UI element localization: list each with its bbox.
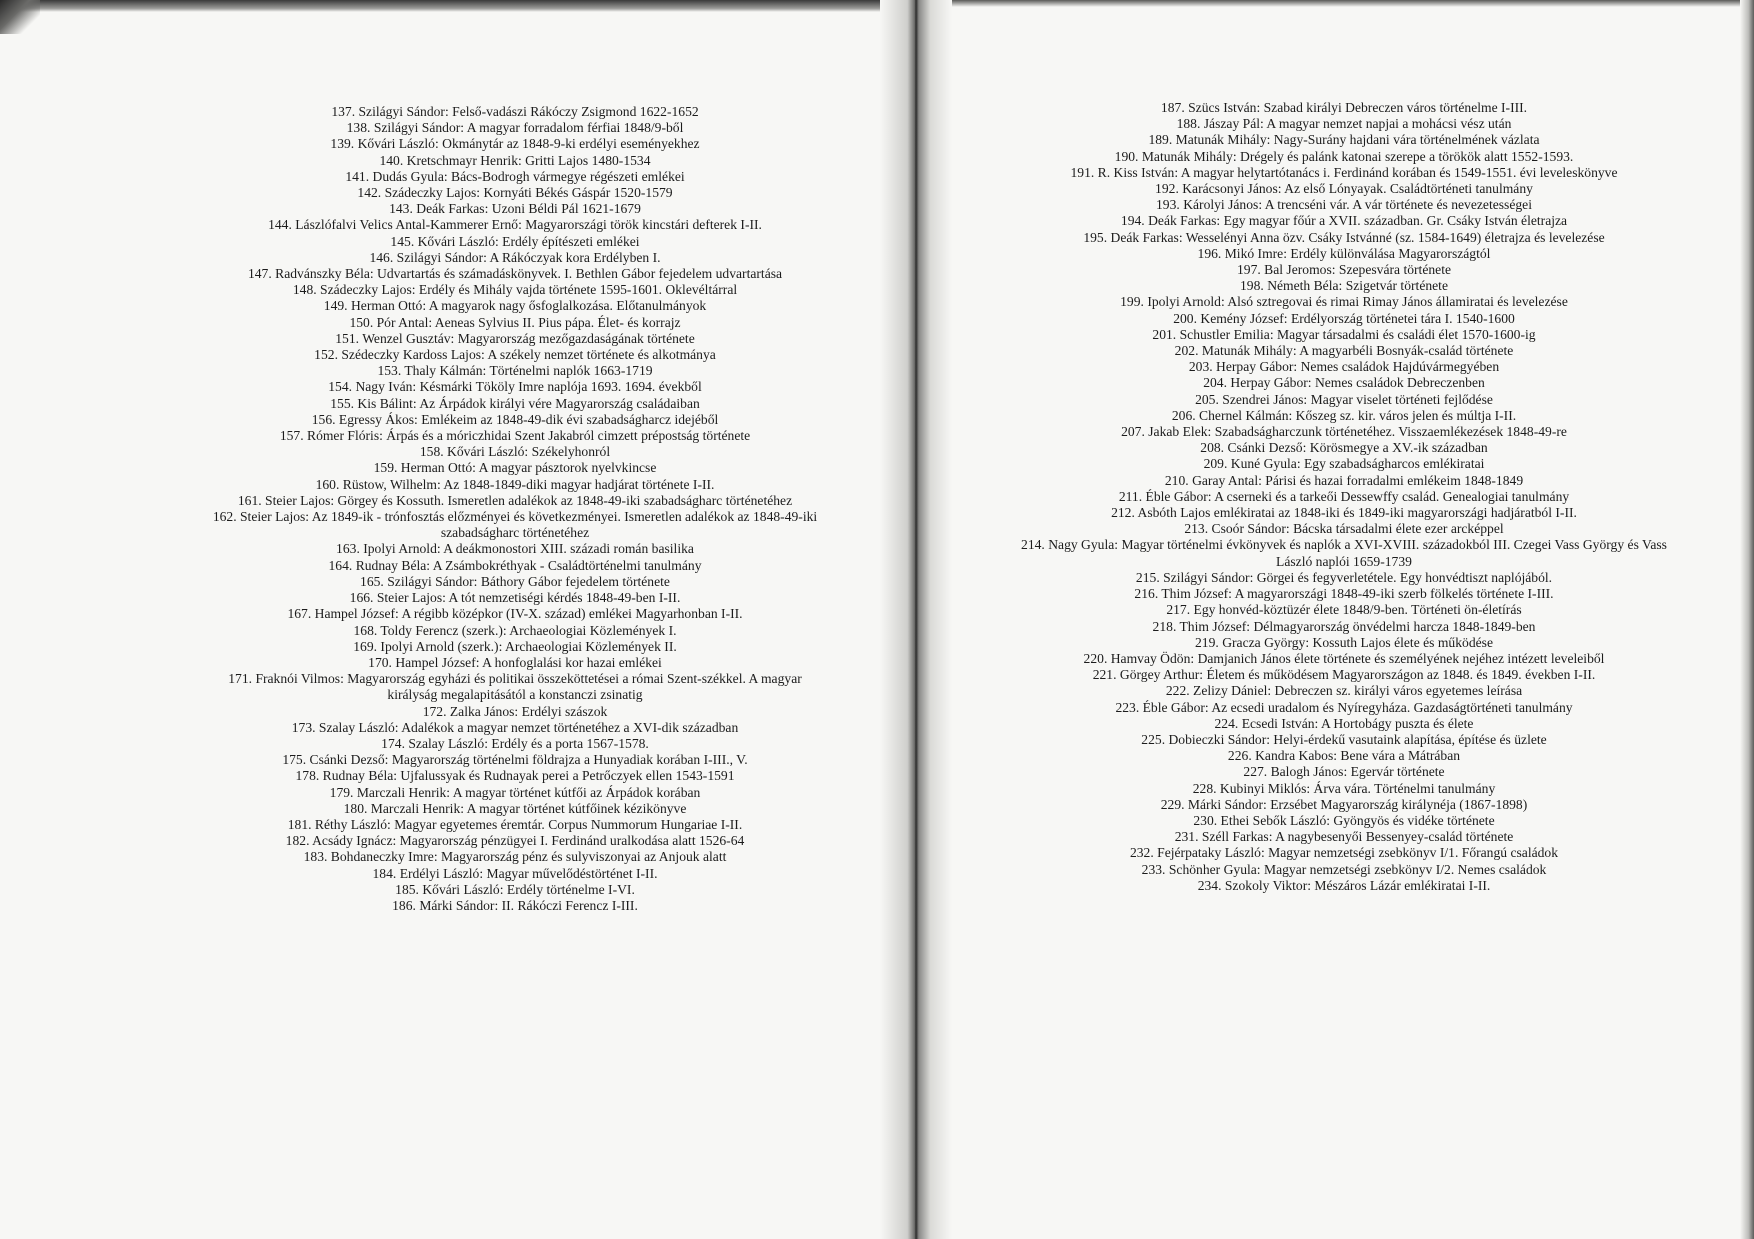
scan-corner-shadow xyxy=(0,0,40,34)
bibliography-entry: 199. Ipolyi Arnold: Alsó sztregovai és rimai Rimay János államiratai és levelezése xyxy=(1120,294,1568,310)
bibliography-entry: 210. Garay Antal: Párisi és hazai forradalmi emlékeim 1848-1849 xyxy=(1164,472,1524,488)
bibliography-entry: 205. Szendrei János: Magyar viselet történeti fejlődése xyxy=(1195,391,1493,407)
bibliography-entry: 149. Herman Ottó: A magyarok nagy ősfoglalkozása. Előtanulmányok xyxy=(323,298,707,314)
bibliography-entry: 178. Rudnay Béla: Ujfalussyak és Rudnayak perei a Petrőczyek ellen 1543-1591 xyxy=(295,768,735,784)
bibliography-entry: 231. Széll Farkas: A nagybesenyői Bessenyey-család története xyxy=(1174,829,1514,845)
bibliography-entry: 208. Csánki Dezső: Körösmegye a XV.-ik században xyxy=(1200,440,1488,456)
bibliography-entry: 218. Thim József: Délmagyarország önvédelmi harcza 1848-1849-ben xyxy=(1152,618,1536,634)
bibliography-entry: 153. Thaly Kálmán: Történelmi naplók 1663-1719 xyxy=(377,363,653,379)
bibliography-entry: 162. Steier Lajos: Az 1849-ik - trónfosztás előzményei és következményei. Ismeretlen adalékok az 1848-49-iki szabadságharc történetéhez xyxy=(212,509,818,541)
bibliography-entry: 138. Szilágyi Sándor: A magyar forradalom férfiai 1848/9-ből xyxy=(346,120,684,136)
bibliography-entry: 232. Fejérpataky László: Magyar nemzetségi zsebkönyv I/1. Főrangú családok xyxy=(1129,845,1559,861)
scan-shadow-top-right xyxy=(952,0,1754,7)
bibliography-entry: 142. Szádeczky Lajos: Kornyáti Békés Gáspár 1520-1579 xyxy=(357,185,673,201)
bibliography-entry: 189. Matunák Mihály: Nagy-Surány hajdani vára történelmének vázlata xyxy=(1148,132,1540,148)
bibliography-entry: 229. Márki Sándor: Erzsébet Magyarország királynéja (1867-1898) xyxy=(1160,796,1528,812)
bibliography-entry: 172. Zalka János: Erdélyi szászok xyxy=(422,703,608,719)
bibliography-entry: 156. Egressy Ákos: Emlékeim az 1848-49-dik évi szabadságharcz idejéből xyxy=(311,411,719,427)
bibliography-entry: 222. Zelizy Dániel: Debreczen sz. királyi város egyetemes leírása xyxy=(1165,683,1523,699)
bibliography-entry: 180. Marczali Henrik: A magyar történet kútfőinek kézikönyve xyxy=(343,800,687,816)
bibliography-entry: 196. Mikó Imre: Erdély különválása Magyarországtól xyxy=(1197,245,1491,261)
bibliography-entry: 227. Balogh János: Egervár története xyxy=(1243,764,1445,780)
bibliography-entry: 234. Szokoly Viktor: Mészáros Lázár emlékiratai I-II. xyxy=(1197,877,1491,893)
bibliography-entry: 194. Deák Farkas: Egy magyar főúr a XVII. században. Gr. Csáky István életrajza xyxy=(1120,213,1568,229)
right-entry-list xyxy=(1016,100,1672,894)
bibliography-entry: 144. Lászlófalvi Velics Antal-Kammerer Ernő: Magyarországi török kincstári defterek I-II. xyxy=(268,217,762,233)
bibliography-entry: 223. Éble Gábor: Az ecsedi uradalom és Nyíregyháza. Gazdaságtörténeti tanulmány xyxy=(1115,699,1573,715)
bibliography-entry: 214. Nagy Gyula: Magyar történelmi évkönyvek és naplók a XVI-XVIII. századokból III. Czegei Vass György és Vass László naplói 1659-1739 xyxy=(1021,537,1667,569)
bibliography-entry: 159. Herman Ottó: A magyar pásztorok nyelvkincse xyxy=(373,460,657,476)
bibliography-entry: 164. Rudnay Béla: A Zsámbokréthyak - Családtörténelmi tanulmány xyxy=(328,557,702,573)
bibliography-entry: 150. Pór Antal: Aeneas Sylvius II. Pius pápa. Élet- és korrajz xyxy=(349,314,681,330)
bibliography-entry: 179. Marczali Henrik: A magyar történet kútfői az Árpádok korában xyxy=(329,784,701,800)
bibliography-entry: 213. Csoór Sándor: Bácska társadalmi élete ezer arcképpel xyxy=(1184,521,1504,537)
bibliography-entry: 195. Deák Farkas: Wesselényi Anna özv. Csáky Istvánné (sz. 1584-1649) életrajza és levelezése xyxy=(1083,229,1605,245)
bibliography-entry: 146. Szilágyi Sándor: A Rákóczyak kora Erdélyben I. xyxy=(369,249,661,265)
bibliography-entry: 220. Hamvay Ödön: Damjanich János élete története és személyének nejéhez intézett leveleiből xyxy=(1083,650,1605,666)
bibliography-entry: 182. Acsády Ignácz: Magyarország pénzügyei I. Ferdinánd uralkodása alatt 1526-64 xyxy=(285,833,745,849)
bibliography-entry: 168. Toldy Ferencz (szerk.): Archaeologiai Közlemények I. xyxy=(353,622,677,638)
bibliography-entry: 209. Kuné Gyula: Egy szabadságharcos emlékiratai xyxy=(1203,456,1485,472)
bibliography-entry: 137. Szilágyi Sándor: Felső-vadászi Rákóczy Zsigmond 1622-1652 xyxy=(331,104,699,119)
bibliography-entry: 219. Gracza György: Kossuth Lajos élete és működése xyxy=(1195,634,1493,650)
bibliography-entry: 186. Márki Sándor: II. Rákóczi Ferencz I-III. xyxy=(392,897,638,913)
bibliography-entry: 165. Szilágyi Sándor: Báthory Gábor fejedelem története xyxy=(360,573,670,589)
bibliography-entry: 143. Deák Farkas: Uzoni Béldi Pál 1621-1679 xyxy=(389,201,641,217)
book-gutter xyxy=(880,0,952,1239)
bibliography-entry: 228. Kubinyi Miklós: Árva vára. Történelmi tanulmány xyxy=(1192,780,1496,796)
bibliography-entry: 157. Rómer Flóris: Árpás és a móriczhidai Szent Jakabról cimzett prépostság története xyxy=(279,428,751,444)
bibliography-entry: 215. Szilágyi Sándor: Görgei és fegyverletétele. Egy honvédtiszt naplójából. xyxy=(1135,569,1553,585)
bibliography-entry: 139. Kővári László: Okmánytár az 1848-9-ki erdélyi eseményekhez xyxy=(330,136,700,152)
bibliography-entry: 233. Schönher Gyula: Magyar nemzetségi zsebkönyv I/2. Nemes családok xyxy=(1141,861,1547,877)
bibliography-entry: 181. Réthy László: Magyar egyetemes éremtár. Corpus Nummorum Hungariae I-II. xyxy=(287,816,743,832)
bibliography-entry: 148. Szádeczky Lajos: Erdély és Mihály vajda története 1595-1601. Oklevéltárral xyxy=(292,282,738,298)
bibliography-entry: 161. Steier Lajos: Görgey és Kossuth. Ismeretlen adalékok az 1848-49-iki szabadságharc történetéhez xyxy=(237,492,793,508)
bibliography-entry: 217. Egy honvéd-köztüzér élete 1848/9-ben. Történeti ön-életírás xyxy=(1166,602,1522,618)
bibliography-entry: 184. Erdélyi László: Magyar művelődéstörténet I-II. xyxy=(372,865,658,881)
bibliography-entry: 224. Ecsedi István: A Hortobágy puszta és élete xyxy=(1214,715,1474,731)
bibliography-entry: 154. Nagy Iván: Késmárki Tököly Imre naplója 1693. 1694. évekből xyxy=(328,379,702,395)
bibliography-entry: 226. Kandra Kabos: Bene vára a Mátrában xyxy=(1227,748,1461,764)
bibliography-entry: 174. Szalay László: Erdély és a porta 1567-1578. xyxy=(381,735,649,751)
bibliography-entry: 230. Ethei Sebők László: Gyöngyös és vidéke története xyxy=(1193,812,1495,828)
bibliography-entry: 197. Bal Jeromos: Szepesvára története xyxy=(1236,262,1452,278)
bibliography-entry: 185. Kővári László: Erdély történelme I-VI. xyxy=(395,881,635,897)
bibliography-entry: 160. Rüstow, Wilhelm: Az 1848-1849-diki magyar hadjárat története I-II. xyxy=(315,476,715,492)
bibliography-entry: 191. R. Kiss István: A magyar helytartótanács i. Ferdinánd korában és 1549-1551. évi leveleskönyve xyxy=(1070,164,1618,180)
bibliography-entry: 166. Steier Lajos: A tót nemzetiségi kérdés 1848-49-ben I-II. xyxy=(349,590,681,606)
bibliography-entry: 170. Hampel József: A honfoglalási kor hazai emlékei xyxy=(368,654,662,670)
bibliography-entry: 158. Kővári László: Székelyhonról xyxy=(419,444,611,460)
bibliography-entry: 175. Csánki Dezső: Magyarország történelmi földrajza a Hunyadiak korában I-III., V. xyxy=(282,752,748,768)
bibliography-entry: 207. Jakab Elek: Szabadságharczunk történetéhez. Visszaemlékezések 1848-49-re xyxy=(1121,424,1567,440)
scan-edge-right xyxy=(1740,0,1754,1239)
bibliography-entry: 171. Fraknói Vilmos: Magyarország egyházi és politikai összeköttetései a római Szent-székkel. A magyar királyság megalapitásától a konstanczi zsinatig xyxy=(228,671,802,703)
bibliography-entry: 140. Kretschmayr Henrik: Gritti Lajos 1480-1534 xyxy=(379,152,651,168)
scan-shadow-top-left xyxy=(0,0,880,12)
bibliography-entry: 216. Thim József: A magyarországi 1848-49-iki szerb fölkelés története I-III. xyxy=(1134,586,1554,602)
bibliography-entry: 206. Chernel Kálmán: Kőszeg sz. kir. város jelen és múltja I-II. xyxy=(1171,407,1517,423)
bibliography-entry: 198. Németh Béla: Szigetvár története xyxy=(1240,278,1448,294)
bibliography-entry: 152. Szédeczky Kardoss Lajos: A székely nemzet története és alkotmánya xyxy=(314,347,716,363)
bibliography-entry: 169. Ipolyi Arnold (szerk.): Archaeologiai Közlemények II. xyxy=(353,638,677,654)
bibliography-entry: 173. Szalay László: Adalékok a magyar nemzet történetéhez a XVI-dik században xyxy=(291,719,739,735)
bibliography-entry: 151. Wenzel Gusztáv: Magyarország mezőgazdaságának története xyxy=(335,330,695,346)
bibliography-entry: 167. Hampel József: A régibb középkor (IV-X. század) emlékei Magyarhonban I-II. xyxy=(287,606,743,622)
bibliography-entry: 200. Kemény József: Erdélyország történetei tára I. 1540-1600 xyxy=(1173,310,1515,326)
bibliography-entry: 163. Ipolyi Arnold: A deákmonostori XIII. századi román basilika xyxy=(336,541,694,557)
bibliography-entry: 193. Károlyi János: A trencséni vár. A vár története és nevezetességei xyxy=(1156,197,1532,213)
bibliography-entry: 225. Dobieczki Sándor: Helyi-érdekű vasutaink alapítása, építése és üzlete xyxy=(1141,731,1547,747)
bibliography-entry: 188. Jászay Pál: A magyar nemzet napjai a mohácsi vész után xyxy=(1176,116,1512,132)
bibliography-entry: 192. Karácsonyi János: Az első Lónyayak. Családtörténeti tanulmány xyxy=(1155,181,1533,197)
bibliography-entry: 141. Dudás Gyula: Bács-Bodrogh vármegye régészeti emlékei xyxy=(345,168,685,184)
bibliography-entry: 190. Matunák Mihály: Drégely és palánk katonai szerepe a törökök alatt 1552-1593. xyxy=(1114,148,1574,164)
bibliography-entry: 187. Szücs István: Szabad királyi Debreczen város történelme I-III. xyxy=(1160,100,1528,115)
bibliography-entry: 204. Herpay Gábor: Nemes családok Debreczenben xyxy=(1203,375,1485,391)
bibliography-entry: 183. Bohdaneczky Imre: Magyarország pénz és sulyviszonyai az Anjouk alatt xyxy=(303,849,727,865)
bibliography-entry: 221. Görgey Arthur: Életem és működésem Magyarországon az 1848. és 1849. években I-II. xyxy=(1092,667,1596,683)
bibliography-entry: 212. Asbóth Lajos emlékiratai az 1848-iki és 1849-iki magyarországi hadjáratból I-II. xyxy=(1111,505,1577,521)
bibliography-entry: 147. Radvánszky Béla: Udvartartás és számadáskönyvek. I. Bethlen Gábor fejedelem udvartartása xyxy=(247,266,783,282)
left-entry-list xyxy=(205,104,825,914)
bibliography-entry: 202. Matunák Mihály: A magyarbéli Bosnyák-család története xyxy=(1174,343,1514,359)
bibliography-entry: 211. Éble Gábor: A cserneki és a tarkeői Dessewffy család. Genealogiai tanulmány xyxy=(1118,488,1570,504)
bibliography-entry: 203. Herpay Gábor: Nemes családok Hajdúvármegyében xyxy=(1188,359,1500,375)
bibliography-entry: 201. Schustler Emilia: Magyar társadalmi és családi élet 1570-1600-ig xyxy=(1152,326,1536,342)
bibliography-entry: 155. Kis Bálint: Az Árpádok királyi vére Magyarország családaiban xyxy=(330,395,700,411)
bibliography-entry: 145. Kővári László: Erdély építészeti emlékei xyxy=(390,233,640,249)
